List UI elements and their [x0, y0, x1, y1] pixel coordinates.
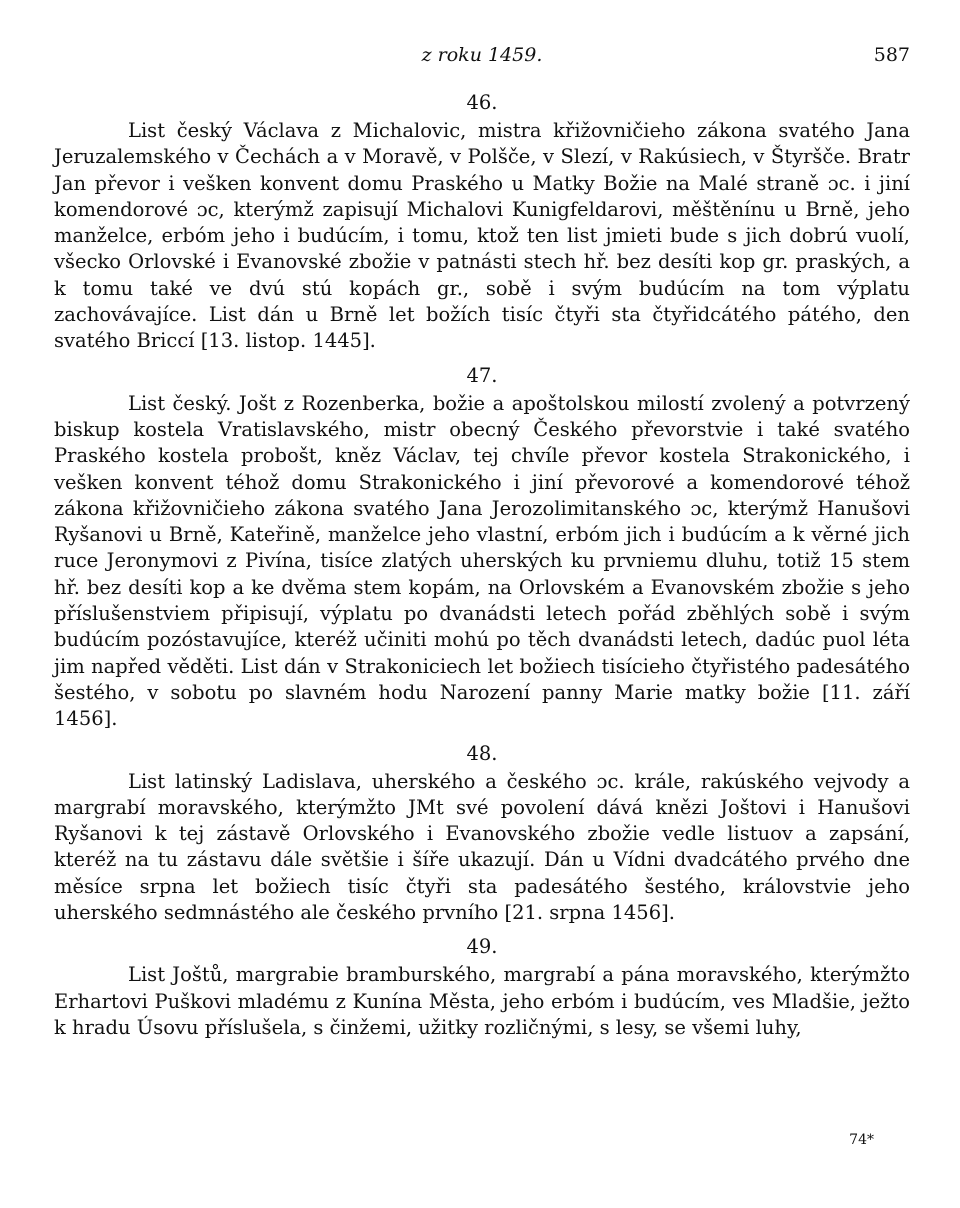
entry-text: List český. Jošt z Rozenberka, božie a apoštolskou milostí zvolený a potvrzený biskup kostela Vratislavského, mistr obecný Českého převorstvie i také svatého Praského kostela probošt, kněz Václav, tej chvíle převor kostela Strakonického, i vešken konvent téhož domu Strakonického i jiní převorové a komendorové téhož zákona křižovničieho zákona svatého Jana Jerozolimitanského ɔc, kterýmž Hanušovi Ryšanovi u Brně, Kateřině, manželce jeho vlastní, erbóm jich i budúcím a k věrné jich ruce Jeronymovi z Pivína, tisíce zlatých uherských ku prvniemu dluhu, totiž 15 stem hř. bez desíti kop a ke dvěma stem kopám, na Orlovském a Evanovském zbožie s jeho příslušenstviem připisují, výplatu po dvanádsti letech pořád zběhlých sobě i svým budúcím pozóstavujíce, kteréž učiniti mohú po těch dvanádsti letech, dadúc puol léta jim napřed věděti. List dán v Strakoniciech let božiech tisícieho čtyřistého padesátého šestého, v sobotu po slavném hodu Narození panny Marie matky božie [11. září 1456].	[54, 391, 910, 731]
sheet-signature: 74*	[849, 1132, 874, 1148]
entry-number: 49.	[466, 935, 498, 959]
entry-46	[54, 88, 910, 355]
entry-text: List latinský Ladislava, uherského a českého ɔc. krále, rakúského vejvody a margrabí moravského, kterýmžto JMt své povolení dává knězi Joštovi i Hanušovi Ryšanovi k tej zástavě Orlovského i Evanovského zbožie vedle listuov a zapsání, kteréž na tu zástavu dále světšie i šíře ukazují. Dán u Vídni dvadcátého prvého dne měsíce srpna let božiech tisíc čtyři sta padesátého šestého, královstvie jeho uherského sedmnástého ale českého prvního [21. srpna 1456].	[54, 769, 910, 925]
entry-number: 47.	[466, 363, 498, 387]
running-head	[54, 44, 910, 72]
entry-48	[54, 739, 910, 927]
entry-text: List Joštů, margrabie bramburského, margrabí a pána moravského, kterýmžto Erhartovi Puškovi mladému z Kunína Města, jeho erbóm i budúcím, ves Mladšie, ježto k hradu Úsovu příslušela, s činžemi, užitky rozličnými, s lesy, se všemi luhy,	[54, 963, 910, 1039]
entry-number: 46.	[466, 91, 498, 114]
entry-47	[54, 361, 910, 733]
page-number: 587	[873, 44, 910, 66]
entry-text: List český Václava z Michalovic, mistra křižovničieho zákona svatého Jana Jeruzalemského v Čechách a v Moravě, v Polšče, v Slezí, v Rakúsiech, v Štyršče. Bratr Jan převor i vešken konvent domu Praského u Matky Božie na Malé straně ɔc. i jiní komendorové ɔc, kterýmž zapisují Michalovi Kunigfeldarovi, měštěnínu u Brně, jeho manželce, erbóm jeho i budúcím, i tomu, ktož ten list jmieti bude s jich dobrú vuolí, všecko Orlovské i Evanovské zbožie v patnásti stech hř. bez desíti kop gr. praských, a k tomu také ve dvú stú kopách gr., sobě i svým budúcím na tom výplatu zachovávajíce. List dán u Brně let božích tisíc čtyři sta čtyřidcátého pátého, den svatého Briccí [13. listop. 1445].	[54, 119, 910, 353]
document-body	[54, 88, 910, 1041]
entry-49	[54, 932, 910, 1041]
running-title: z roku 1459.	[421, 44, 543, 66]
entry-number: 48.	[466, 741, 498, 765]
